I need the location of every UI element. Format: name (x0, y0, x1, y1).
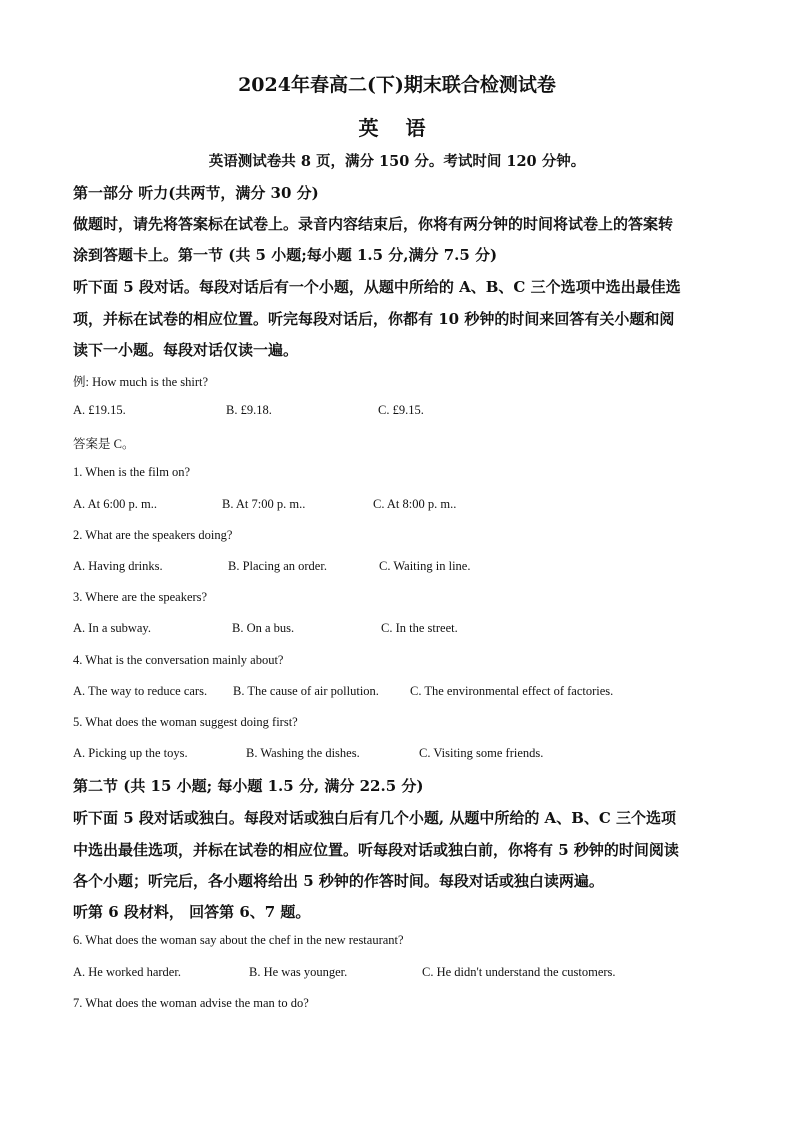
option-c: C. £9.15. (378, 403, 424, 417)
instruction-line: 听下面 5 段对话或独白。每段对话或独白后有几个小题, 从题中所给的 A、B、C 三个选项 (73, 809, 677, 827)
example-answer: 答案是 C。 (73, 437, 135, 451)
option-c: C. In the street. (381, 621, 458, 635)
question-text: 3. Where are the speakers? (73, 590, 208, 604)
instruction-line: 做题时，请先将答案标在试卷上。录音内容结束后，你将有两分钟的时间将试卷上的答案转 (73, 215, 674, 233)
option-a: A. £19.15. (73, 403, 126, 417)
question-text: 5. What does the woman suggest doing first? (73, 715, 298, 729)
question-text: 6. What does the woman say about the chef in the new restaurant? (73, 933, 404, 947)
instruction-line: 各个小题；听完后，各小题将给出 5 秒钟的作答时间。每段对话或独白读两遍。 (73, 872, 604, 890)
option-a: A. In a subway. (73, 621, 151, 635)
instruction-line: 听下面 5 段对话。每段对话后有一个小题，从题中所给的 A、B、C 三个选项中选出最佳选 (73, 278, 681, 296)
option-c: C. He didn't understand the customers. (422, 965, 616, 979)
option-c: C. The environmental effect of factories. (410, 684, 614, 698)
instruction-line: 读下一小题。每段对话仅读一遍。 (73, 341, 299, 359)
material-heading: 听第 6 段材料， 回答第 6、7 题。 (73, 903, 311, 921)
option-b: B. At 7:00 p. m.. (222, 497, 306, 511)
example-question: 例: How much is the shirt? (73, 375, 209, 389)
instruction-line: 中选出最佳选项，并标在试卷的相应位置。听每段对话或独白前，你将有 5 秒钟的时间阅读 (73, 841, 679, 859)
option-a: A. Picking up the toys. (73, 746, 188, 760)
exam-title: 2024年春高二(下)期末联合检测试卷 (238, 74, 556, 96)
question-text: 2. What are the speakers doing? (73, 528, 233, 542)
instruction-line: 项，并标在试卷的相应位置。听完每段对话后，你都有 10 秒钟的时间来回答有关小题和阅 (73, 310, 675, 328)
question-text: 4. What is the conversation mainly about? (73, 653, 284, 667)
option-b: B. On a bus. (232, 621, 295, 635)
option-a: A. He worked harder. (73, 965, 181, 979)
question-text: 1. When is the film on? (73, 465, 191, 479)
option-b: B. He was younger. (249, 965, 348, 979)
part1-heading: 第一部分 听力(共两节，满分 30 分) (73, 184, 319, 202)
option-a: A. At 6:00 p. m.. (73, 497, 158, 511)
option-c: C. Visiting some friends. (419, 746, 544, 760)
option-b: B. Placing an order. (228, 559, 327, 573)
option-b: B. £9.18. (226, 403, 272, 417)
option-a: A. The way to reduce cars. (73, 684, 208, 698)
option-b: B. Washing the dishes. (246, 746, 360, 760)
section2-heading: 第二节 (共 15 小题; 每小题 1.5 分, 满分 22.5 分) (73, 777, 424, 795)
option-c: C. At 8:00 p. m.. (373, 497, 457, 511)
instruction-line: 涂到答题卡上。第一节 (共 5 小题;每小题 1.5 分,满分 7.5 分) (73, 246, 498, 264)
question-text: 7. What does the woman advise the man to do? (73, 996, 309, 1010)
option-c: C. Waiting in line. (379, 559, 471, 573)
option-b: B. The cause of air pollution. (233, 684, 379, 698)
option-a: A. Having drinks. (73, 559, 163, 573)
exam-info: 英语测试卷共 8 页，满分 150 分。考试时间 120 分钟。 (208, 153, 586, 170)
subject-title: 英 语 (358, 116, 436, 140)
